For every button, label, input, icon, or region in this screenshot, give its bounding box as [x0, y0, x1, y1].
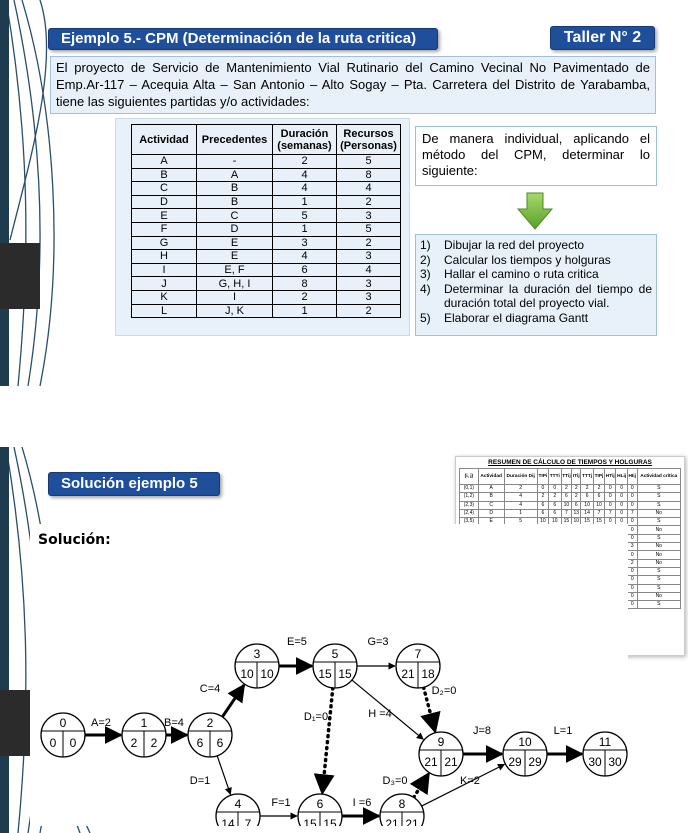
summary-cell: 0: [627, 526, 637, 534]
summary-cell: 2: [572, 485, 581, 493]
task-number: 4): [420, 281, 431, 296]
edge-label: G=3: [367, 636, 389, 648]
node-early-time: 0: [49, 736, 57, 750]
table-cell: B: [197, 195, 273, 209]
summary-cell: 2: [581, 485, 594, 493]
node-0: [41, 713, 85, 757]
summary-cell: D: [478, 509, 504, 517]
summary-cell: 2: [504, 485, 537, 493]
table-cell: L: [132, 304, 197, 318]
summary-cell: 10: [581, 501, 594, 509]
summary-cell: 0: [627, 501, 637, 509]
summary-cell: 10: [573, 518, 580, 525]
summary-cell: S: [637, 534, 680, 542]
node-number: 6: [316, 797, 324, 811]
summary-cell: 3: [627, 543, 637, 551]
edge-label: D=1: [189, 775, 211, 787]
table-row: [132, 236, 401, 250]
table-cell: 2: [337, 195, 401, 209]
task-item: [420, 267, 652, 282]
table-row: [132, 195, 401, 209]
slide-title: Ejemplo 5.- CPM (Determinación de la ruta critica): [48, 28, 438, 50]
edge-label: I =6: [352, 797, 372, 809]
summary-cell: S: [637, 518, 680, 526]
table-cell: I: [197, 290, 273, 304]
summary-cell: 0: [627, 534, 637, 542]
node-5: [313, 644, 357, 688]
node-late-time: 21: [405, 817, 419, 826]
summary-cell: 6: [548, 501, 561, 509]
table-cell: E: [197, 250, 273, 264]
table-row: [132, 155, 401, 169]
table-cell: 3: [337, 250, 401, 264]
summary-cell: 0: [616, 485, 627, 493]
header-precedentes: Precedentes: [197, 125, 273, 155]
summary-cell: No: [637, 543, 680, 551]
node-early-time: 6: [196, 736, 204, 750]
summary-cell: 10: [537, 518, 548, 526]
summary-header-cell: HTij: [605, 469, 616, 485]
task-item: [420, 238, 652, 253]
summary-row: [460, 509, 681, 517]
node-number: 9: [437, 735, 445, 749]
table-row: [132, 168, 401, 182]
node-4: [216, 794, 260, 826]
node-11: [583, 732, 627, 776]
table-row: [132, 290, 401, 304]
node-late-time: 18: [421, 667, 435, 681]
summary-cell: S: [637, 485, 680, 493]
table-cell: D: [132, 195, 197, 209]
summary-cell: 7: [593, 509, 604, 517]
summary-cell: 0: [627, 485, 637, 493]
node-number: 2: [206, 716, 214, 730]
summary-cell: No: [637, 509, 680, 517]
summary-cell: 7: [627, 509, 637, 517]
summary-header-cell: TTij: [561, 469, 572, 485]
edge-8-9: [414, 773, 429, 797]
edge-label: L=1: [553, 725, 573, 737]
summary-cell: 1: [504, 509, 537, 517]
node-early-time: 15: [318, 667, 332, 681]
summary-header-cell: (i, j): [460, 469, 479, 485]
node-late-time: 15: [323, 817, 337, 826]
summary-cell: 6: [537, 501, 548, 509]
table-cell: C: [132, 182, 197, 196]
summary-cell: 15: [561, 518, 572, 526]
solucion-label: Solución:: [38, 532, 111, 548]
summary-cell: 7: [605, 509, 616, 517]
summary-cell: 2: [537, 493, 548, 501]
edge-label: F=1: [271, 797, 291, 809]
summary-cell: 0: [616, 493, 627, 501]
summary-cell: 5: [504, 518, 537, 526]
table-cell: 4: [337, 263, 401, 277]
edge-label: A=2: [91, 717, 111, 729]
table-cell: 4: [273, 168, 337, 182]
node-number: 7: [414, 647, 422, 661]
table-row: [132, 182, 401, 196]
table-cell: 5: [337, 155, 401, 169]
task-number: 1): [420, 238, 431, 252]
summary-row: [460, 501, 681, 509]
node-number: 10: [518, 735, 532, 749]
summary-cell: No: [637, 559, 680, 567]
task-number: 2): [420, 252, 431, 267]
edge-label: H =4: [368, 708, 392, 720]
node-late-time: 6: [216, 736, 224, 750]
task-number: 5): [420, 310, 431, 325]
node-number: 11: [598, 735, 612, 749]
solution-title: Solución ejemplo 5: [48, 472, 220, 496]
summary-cell: 2: [548, 493, 561, 501]
table-cell: J: [132, 277, 197, 291]
edge-2-3: [222, 685, 244, 717]
summary-header-cell: Actividad crítica: [637, 469, 680, 485]
summary-cell: 0: [548, 485, 561, 493]
node-early-time: 15: [303, 817, 317, 826]
table-cell: 1: [273, 222, 337, 236]
summary-cell: 10: [561, 501, 572, 509]
summary-cell: 10: [548, 518, 561, 526]
node-number: 3: [253, 647, 261, 661]
edge-label: J=8: [472, 725, 492, 737]
summary-cell: 6: [581, 493, 594, 501]
header-recursos: Recursos (Personas): [337, 125, 401, 155]
summary-title: RESUMEN DE CÁLCULO DE TIEMPOS Y HOLGURAS: [488, 459, 652, 466]
table-cell: E: [132, 209, 197, 223]
node-early-time: 21: [424, 755, 438, 769]
table-cell: 2: [273, 290, 337, 304]
node-late-time: 2: [150, 736, 158, 750]
summary-cell: 0: [627, 518, 637, 526]
table-cell: D: [197, 222, 273, 236]
table-cell: 5: [273, 209, 337, 223]
summary-header-cell: Actividad: [478, 469, 504, 485]
summary-cell: 0: [627, 592, 637, 600]
node-late-time: 30: [608, 755, 622, 769]
summary-cell: 0: [605, 485, 616, 493]
node-early-time: 21: [401, 667, 415, 681]
summary-cell: 2: [627, 559, 637, 567]
edge-label: D₂=0: [431, 685, 457, 697]
network-card: [30, 524, 628, 826]
edge-5-6: [322, 688, 333, 793]
table-cell: A: [132, 155, 197, 169]
summary-header-cell: TTTj: [581, 469, 594, 485]
task-text: Calcular los tiempos y holguras: [444, 252, 611, 267]
node-3: [235, 644, 279, 688]
table-cell: 6: [273, 263, 337, 277]
summary-header-cell: Duración Dij: [504, 469, 537, 485]
node-early-time: 29: [508, 755, 522, 769]
table-cell: G: [132, 236, 197, 250]
header-duracion: Duración (semanas): [273, 125, 337, 155]
table-cell: 1: [273, 304, 337, 318]
table-row: [132, 209, 401, 223]
node-late-time: 10: [260, 667, 274, 681]
node-number: 1: [140, 716, 148, 730]
summary-cell: 0: [627, 551, 637, 559]
instruction-text: De manera individual, aplicando el método del CPM, determinar lo siguiente:: [415, 126, 657, 186]
node-10: [503, 732, 547, 776]
node-late-time: 29: [528, 755, 542, 769]
table-cell: 3: [337, 290, 401, 304]
summary-cell: 0: [605, 493, 616, 501]
edge-label: C=4: [199, 683, 221, 695]
table-cell: J, K: [197, 304, 273, 318]
summary-cell: 6: [572, 501, 581, 509]
activities-table: [131, 124, 401, 318]
summary-cell: S: [637, 567, 680, 575]
node-early-time: 14: [221, 817, 235, 826]
summary-cell: E: [478, 518, 504, 526]
node-early-time: 30: [588, 755, 602, 769]
edge-label: B=4: [164, 717, 184, 729]
task-text: Hallar el camino o ruta critica: [444, 267, 599, 281]
table-cell: K: [132, 290, 197, 304]
summary-cell: S: [637, 601, 680, 609]
summary-cell: 0: [605, 518, 616, 526]
table-cell: G, H, I: [197, 277, 273, 291]
node-late-time: 0: [69, 736, 77, 750]
task-list: [415, 234, 657, 336]
table-cell: 2: [337, 304, 401, 318]
summary-cell: 2: [572, 493, 581, 501]
task-text: Determinar la duración del tiempo de duración total del proyecto vial.: [444, 281, 652, 310]
summary-cell: C: [478, 501, 504, 509]
summary-header-cell: HLij: [616, 469, 627, 485]
summary-cell: 15: [593, 518, 604, 526]
summary-cell: (0,1): [460, 485, 479, 493]
table-cell: -: [197, 155, 273, 169]
left-accent-bar: [0, 447, 9, 833]
summary-cell: 0: [605, 501, 616, 509]
summary-cell: 0: [627, 576, 637, 584]
summary-cell: 0: [627, 493, 637, 501]
node-late-time: 7: [244, 817, 252, 826]
table-cell: 4: [273, 250, 337, 264]
table-cell: 1: [273, 195, 337, 209]
summary-cell: 13: [573, 510, 580, 517]
summary-cell: 2: [561, 485, 572, 493]
summary-header-cell: TTTi: [548, 469, 561, 485]
table-cell: B: [197, 182, 273, 196]
summary-cell: S: [637, 493, 680, 501]
table-cell: 4: [337, 182, 401, 196]
task-item: [420, 253, 652, 268]
summary-cell: 4: [504, 493, 537, 501]
node-7: [396, 644, 440, 688]
task-text: Dibujar la red del proyecto: [444, 238, 585, 252]
summary-cell: 7: [561, 509, 572, 517]
table-row: [132, 304, 401, 318]
summary-cell: S: [637, 576, 680, 584]
table-cell: 2: [273, 155, 337, 169]
node-2: [188, 713, 232, 757]
node-early-time: 21: [385, 817, 399, 826]
summary-cell: No: [637, 592, 680, 600]
node-late-time: 21: [444, 755, 458, 769]
table-cell: 3: [337, 209, 401, 223]
summary-cell: 0: [616, 509, 627, 517]
summary-header-cell: HIij: [627, 469, 637, 485]
summary-header-cell: TIPj: [593, 469, 604, 485]
summary-cell: 6: [548, 509, 561, 517]
node-6: [298, 794, 342, 826]
edge-label: E=5: [287, 636, 307, 648]
header-actividad: Actividad: [132, 125, 197, 155]
table-cell: A: [197, 168, 273, 182]
node-8: [380, 794, 424, 826]
summary-cell: (3,5): [460, 518, 479, 526]
task-number: 3): [420, 267, 431, 281]
summary-cell: 6: [537, 509, 548, 517]
table-cell: I: [132, 263, 197, 277]
summary-header-cell: ITij: [572, 469, 581, 485]
table-row: [132, 250, 401, 264]
table-cell: 8: [337, 168, 401, 182]
summary-cell: (2,3): [460, 501, 479, 509]
table-cell: E, F: [197, 263, 273, 277]
table-row: [132, 222, 401, 236]
summary-cell: (2,4): [460, 509, 479, 517]
summary-cell: 15: [581, 518, 594, 526]
node-early-time: 2: [130, 736, 138, 750]
slide-2: [0, 447, 688, 833]
slide-gap: [0, 386, 688, 447]
summary-cell: 0: [616, 518, 627, 526]
intro-text: El proyecto de Servicio de Mantenimiento Vial Rutinario del Camino Vecinal No Pavimentado de Emp.Ar-117 – Acequia Alta – San Antonio – Alto Sogay – Pta. Carretera del Distrito de Yarabamba, tiene las siguientes partidas y/o actividades:: [50, 56, 656, 114]
summary-cell: 0: [537, 485, 548, 493]
table-cell: 2: [337, 236, 401, 250]
summary-cell: 0: [616, 501, 627, 509]
summary-cell: 4: [504, 501, 537, 509]
table-cell: 4: [273, 182, 337, 196]
summary-cell: 14: [581, 509, 594, 517]
table-cell: E: [197, 236, 273, 250]
node-9: [419, 732, 463, 776]
task-item: [420, 311, 652, 326]
summary-header-row: [460, 469, 681, 485]
left-tab: [0, 243, 40, 309]
table-row: [132, 263, 401, 277]
table-cell: 8: [273, 277, 337, 291]
summary-cell: 0: [627, 601, 637, 609]
table-row: [132, 277, 401, 291]
edge-label: D₁=0: [303, 711, 329, 723]
summary-header-cell: TIPi: [537, 469, 548, 485]
node-number: 0: [59, 716, 67, 730]
taller-badge: Taller N° 2: [550, 26, 655, 50]
table-cell: H: [132, 250, 197, 264]
task-text: Elaborar el diagrama Gantt: [444, 310, 589, 325]
node-number: 8: [398, 797, 406, 811]
arrow-down-icon: [515, 191, 555, 231]
left-accent-bar: [0, 0, 9, 386]
table-cell: 5: [337, 222, 401, 236]
activities-table-card: [115, 118, 410, 336]
table-cell: C: [197, 209, 273, 223]
summary-cell: 0: [627, 567, 637, 575]
node-early-time: 10: [240, 667, 254, 681]
summary-cell: 6: [561, 493, 572, 501]
summary-cell: 6: [593, 493, 604, 501]
summary-cell: No: [637, 526, 680, 534]
table-cell: F: [132, 222, 197, 236]
summary-cell: S: [637, 501, 680, 509]
summary-cell: S: [637, 584, 680, 592]
task-item: [420, 282, 652, 311]
cpm-network-diagram: [30, 524, 628, 826]
edge-2-4: [217, 756, 230, 794]
table-cell: B: [132, 168, 197, 182]
node-number: 4: [234, 797, 242, 811]
table-cell: 3: [273, 236, 337, 250]
node-late-time: 15: [338, 667, 352, 681]
slide-1: [0, 0, 688, 386]
summary-cell: 0: [627, 584, 637, 592]
node-number: 5: [331, 647, 339, 661]
summary-cell: 10: [593, 501, 604, 509]
summary-cell: (1,2): [460, 493, 479, 501]
summary-cell: 2: [593, 485, 604, 493]
summary-row: [460, 485, 681, 493]
edge-label: K=2: [460, 775, 480, 787]
summary-cell: A: [478, 485, 504, 493]
table-cell: 3: [337, 277, 401, 291]
node-1: [122, 713, 166, 757]
table-header-row: [132, 125, 401, 155]
summary-cell: No: [637, 551, 680, 559]
edge-label: D₃=0: [382, 775, 408, 787]
summary-cell: B: [478, 493, 504, 501]
summary-row: [460, 493, 681, 501]
